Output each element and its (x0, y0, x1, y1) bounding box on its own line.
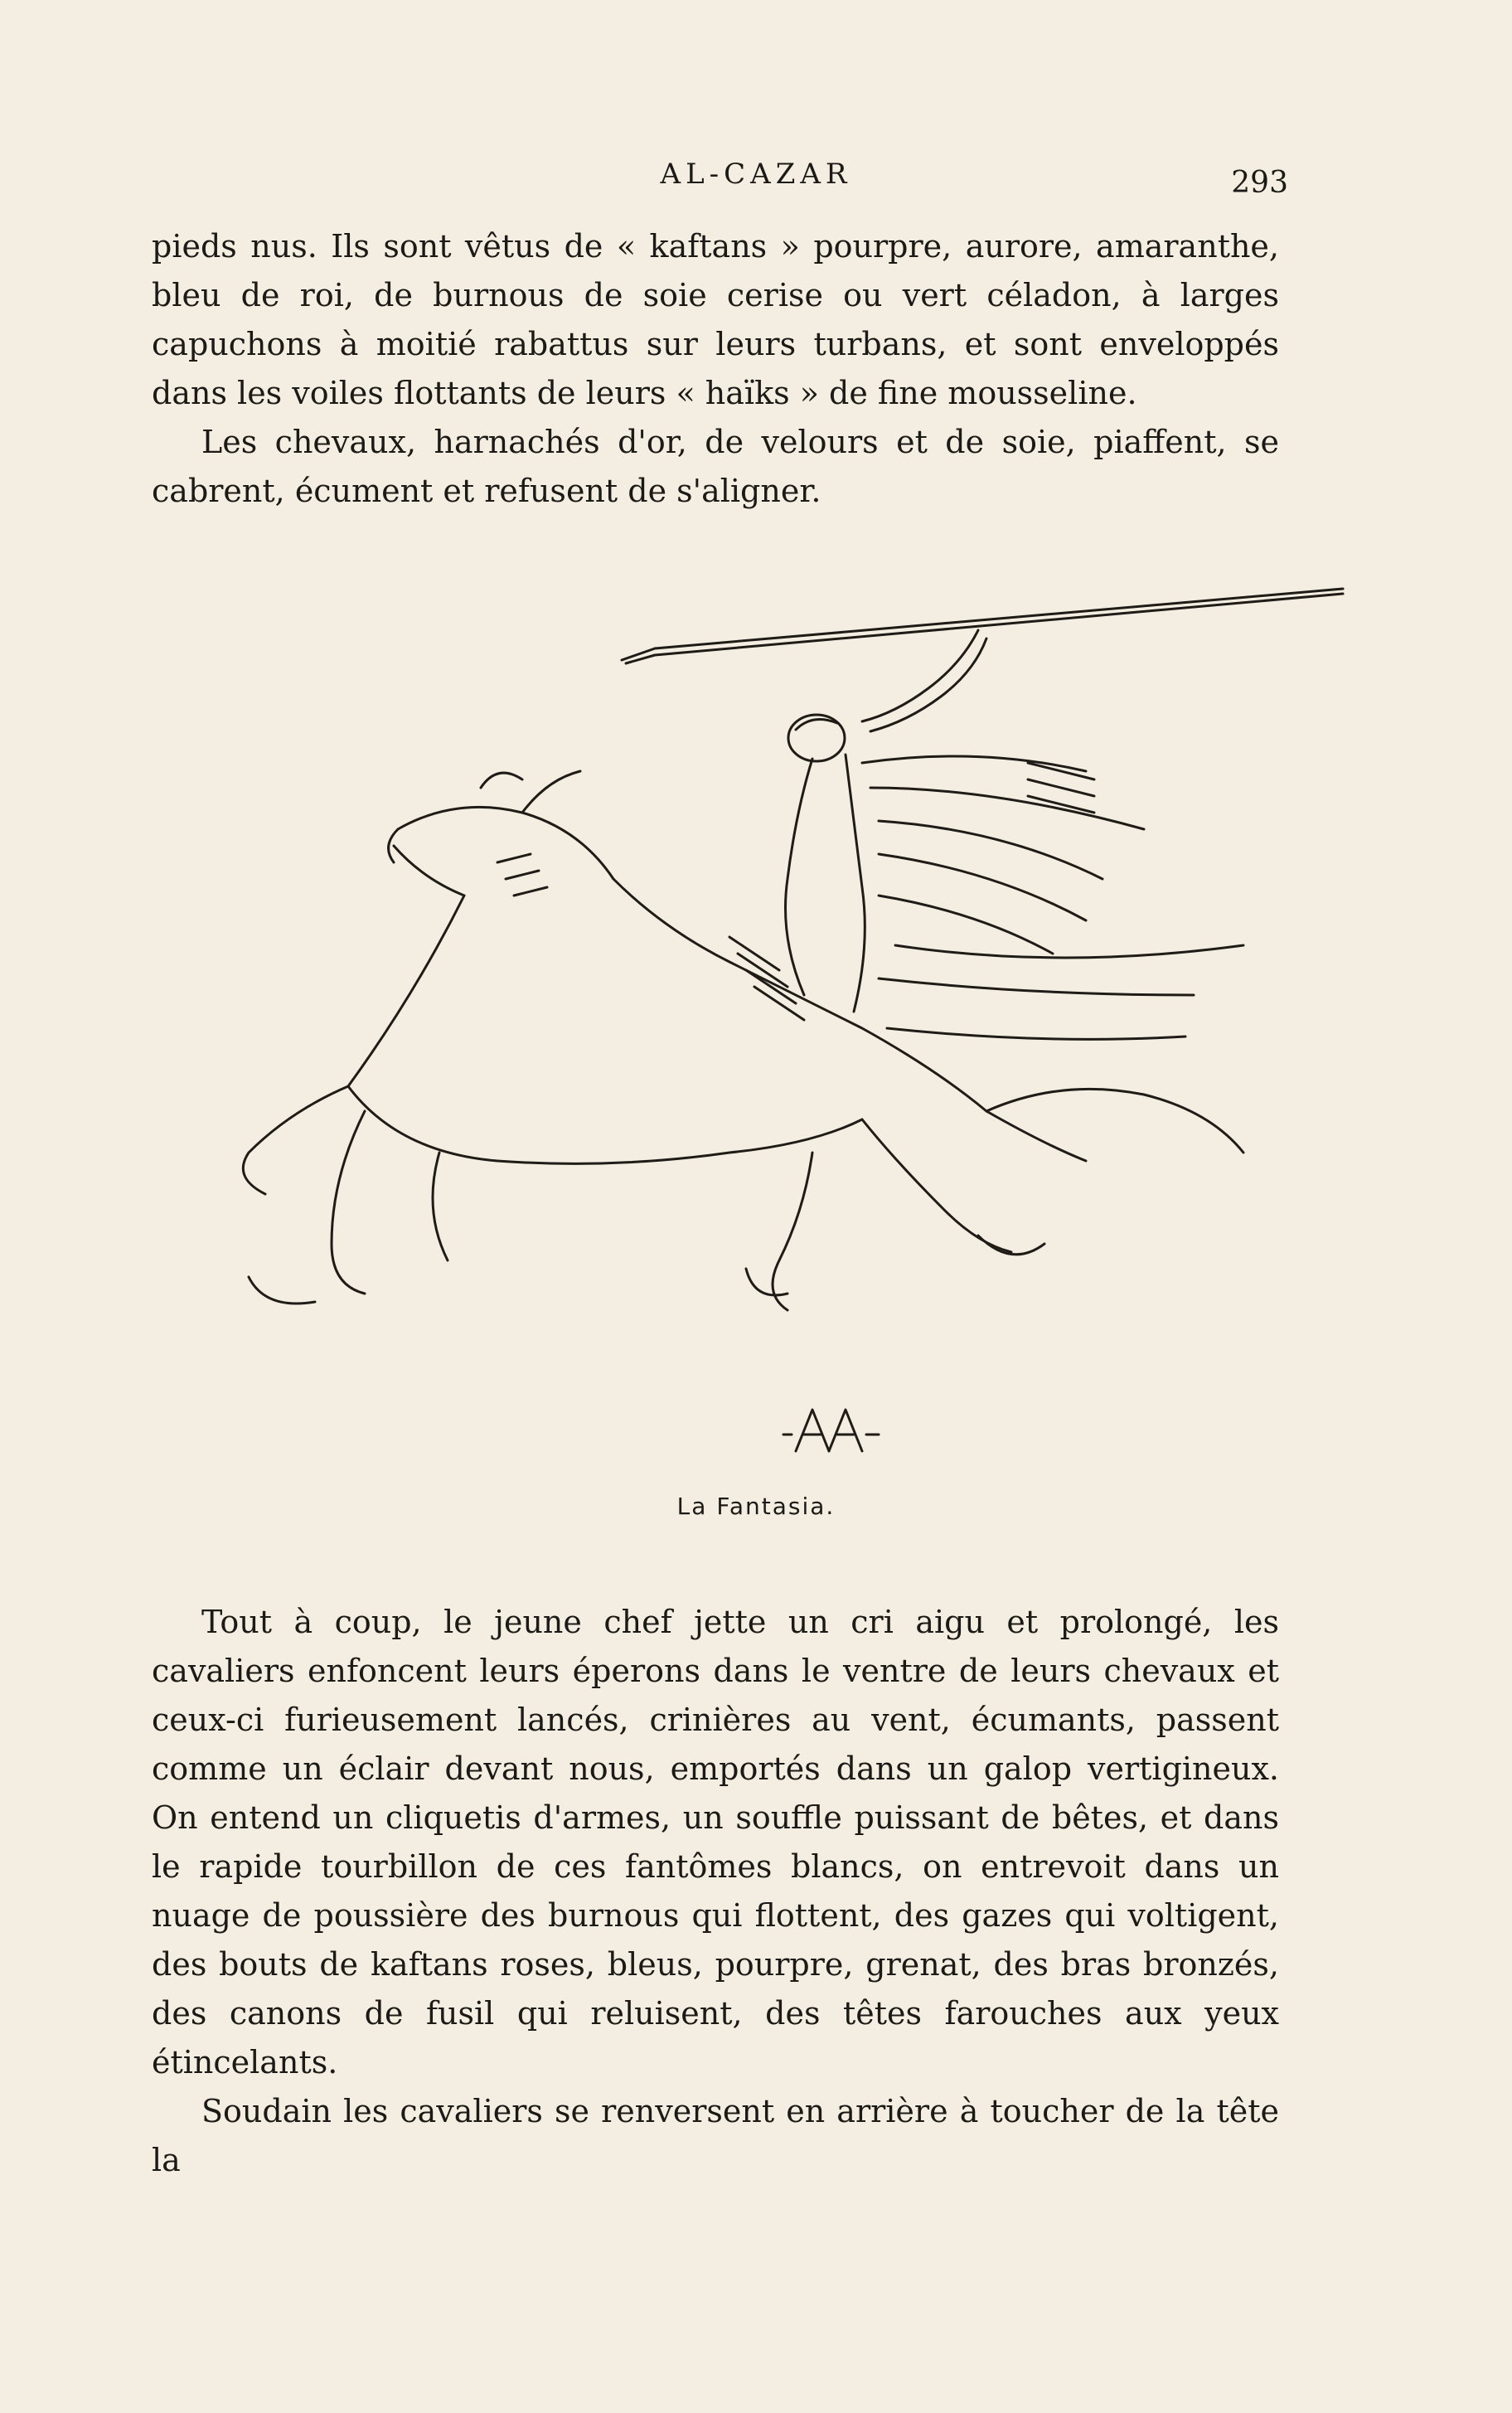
figure-caption: La Fantasia. (676, 1493, 836, 1520)
fantasia-illustration (149, 580, 1359, 1509)
paragraph: Les chevaux, harnachés d'or, de velours et de soie, piaffent, se cabrent, écument et refusent de s'aligner. (152, 424, 1279, 509)
paragraph: Soudain les cavaliers se renversent en arrière à toucher de la tête la (152, 2093, 1279, 2178)
page-header (0, 158, 1512, 207)
page-number: 293 (1231, 166, 1288, 200)
paragraph: pieds nus. Ils sont vêtus de « kaftans » pourpre, aurore, amaranthe, bleu de roi, de burnous de soie cerise ou vert céladon, à larges capuchons à moitié rabattus sur leurs turbans, et sont enveloppés dans les voiles flottants de leurs « haïks » de fine mousseline. (152, 228, 1279, 411)
text-block-top (152, 222, 1279, 516)
paragraph: Tout à coup, le jeune chef jette un cri aigu et prolongé, les cavaliers enfoncent leurs éperons dans le ventre de leurs chevaux et ceux-ci furieusement lancés, crinières au vent, écumants, passent comme un éclair devant nous, emportés dans un galop vertigineux. On entend un cliquetis d'armes, un souffle puissant de bêtes, et dans le rapide tourbillon de ces fantômes blancs, on entrevoit dans un nuage de poussière des burnous qui flottent, des gazes qui voltigent, des bouts de kaftans roses, bleus, pourpre, grenat, des bras bronzés, des canons de fusil qui reluisent, des têtes farouches aux yeux étincelants. (152, 1604, 1279, 2080)
horseman-engraving (149, 580, 1359, 1509)
text-block-bottom (152, 1598, 1279, 2185)
running-head: AL-CAZAR (660, 158, 852, 191)
